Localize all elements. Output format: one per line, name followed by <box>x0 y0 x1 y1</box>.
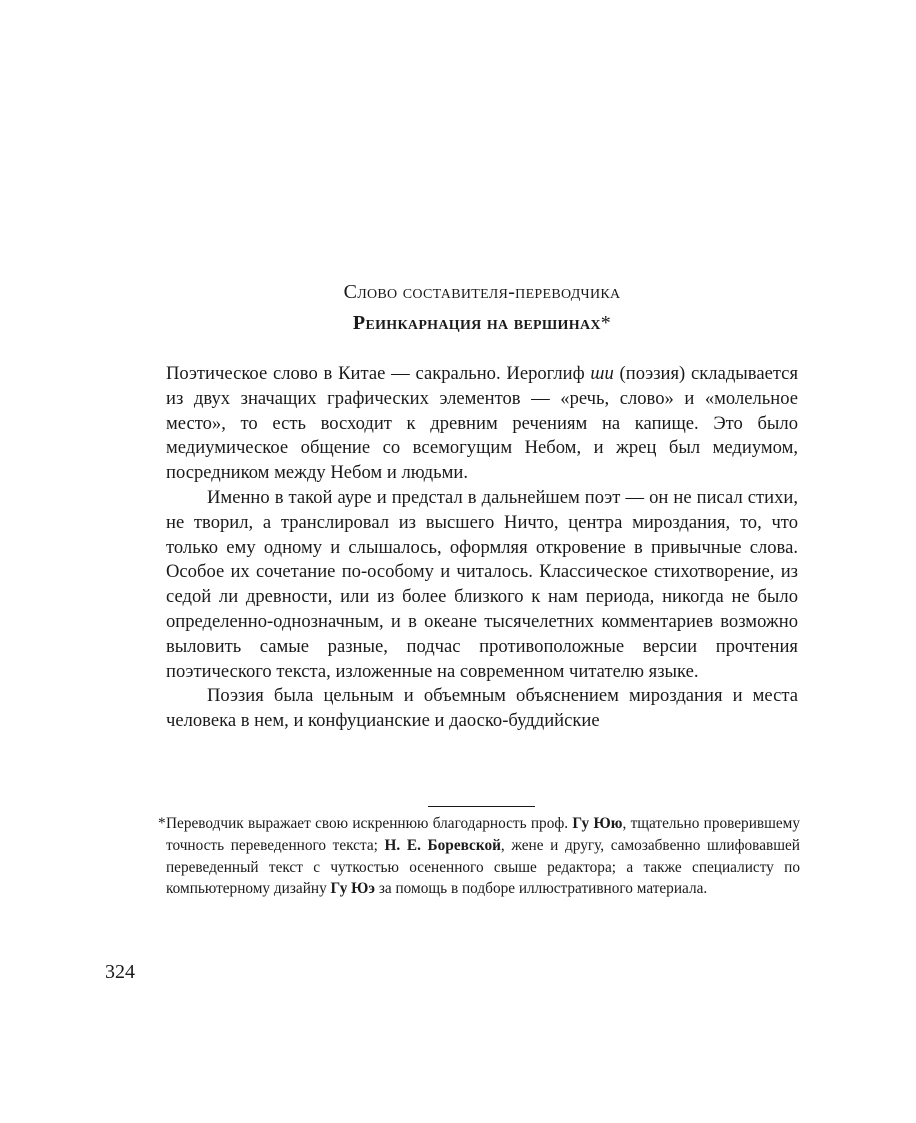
footnote-text-2: , тщательно проверившему точность переведенного текста; <box>166 815 801 854</box>
footnote-name-3: Гу Юэ <box>330 880 376 898</box>
paragraph-1-part-2: (поэзия) складывается из двух значащих графических элементов — «речь, слово» и «молельное место», то есть восходит к древним речениям на капище. Это было медиумическое общение со всемогущим Небом, и жрец был медиумом, посредником между Небом и людьми. <box>166 363 798 484</box>
paragraph-1-part-1: Поэтическое слово в Китае — сакрально. Иероглиф <box>166 363 591 384</box>
footnote-text-1: Переводчик выражает свою искреннюю благодарность проф. <box>166 815 573 832</box>
paragraph-1-italic-term: ши <box>590 363 614 384</box>
footnote-text-4: за помощь в подборе иллюстративного материала. <box>375 880 708 898</box>
footnote-reference-mark: * <box>600 312 612 334</box>
body-text <box>166 362 798 734</box>
paragraph-2: Именно в такой ауре и предстал в дальнейшем поэт — он не писал стихи, не творил, а транслировал из высшего Ничто, центра мироздания, то, что только ему одному и слышалось, оформляя откровение в привычные слова. Особое их сочетание по-особому и читалось. Классическое стихотворение, из седой ли древности, или из более близкого к нам периода, никогда не было определенно-однозначным, и в океане тысячелетних комментариев возможно выловить самые разные, подчас противоположные версии прочтения поэтического текста, изложенные на современном читателю языке. <box>166 486 798 682</box>
chapter-title <box>166 312 798 335</box>
section-label: Слово составителя-переводчика <box>343 281 621 303</box>
chapter-title-text: Реинкарнация на вершинах <box>352 312 601 334</box>
paragraph-1 <box>166 362 798 486</box>
footnote-text-3: , жене и другу, самозабвенно шлифовавшей переведенный текст с чуткостью осененного свыше редактора; а также специалисту по компьютерному дизайну <box>166 836 800 898</box>
footnote-name-2: Н. Е. Боревской <box>384 836 501 854</box>
footnote-name-1: Гу Юю <box>572 815 623 832</box>
paragraph-3: Поэзия была цельным и объемным объяснением мироздания и места человека в нем, и конфуцианские и даоско-буддийские <box>166 685 798 732</box>
footnote-mark: * <box>158 815 166 832</box>
footnote-divider <box>428 806 535 807</box>
page-number: 324 <box>105 961 135 983</box>
footnote <box>158 813 801 900</box>
